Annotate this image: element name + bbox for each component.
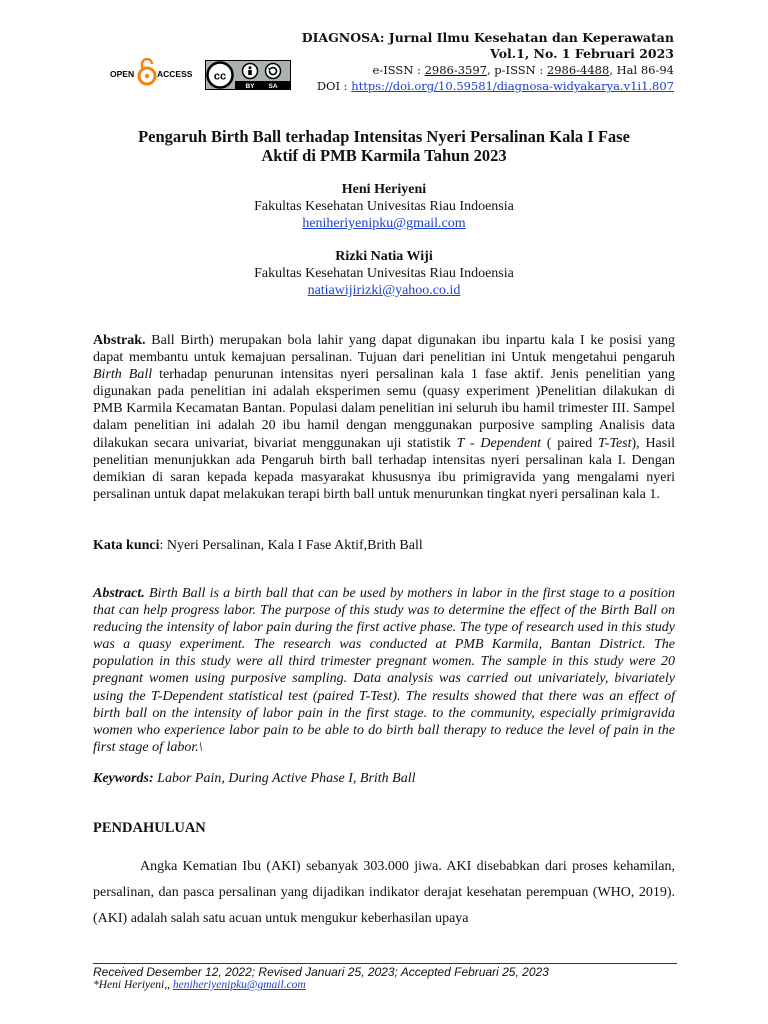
kata-kunci-label: Kata kunci (93, 538, 160, 553)
kata-kunci-text: : Nyeri Persalinan, Kala I Fase Aktif,Brith Ball (159, 538, 423, 553)
author-name: Heni Heriyeni (341, 182, 427, 197)
corresponding-email-link[interactable]: heniheriyenipku@gmail.com (172, 979, 306, 991)
page-range: , Hal 86-94 (609, 63, 674, 77)
title-line-2: Aktif di PMB Karmila Tahun 2023 (261, 146, 507, 165)
received-dates: Received Desember 12, 2022; Revised Januari 25, 2023; Accepted Februari 25, 2023 (93, 965, 549, 979)
abstrak-italic-3: T-Test (598, 435, 632, 451)
corresponding-author (93, 979, 306, 991)
abstrak-text-4: ), Hasil penelitian menunjukkan ada Pengaruh birth ball terhadap intensitas nyeri persalinan kala I. Dengan demikian di saran kepada kepada masyarakat khususnya ibu primigravida yang mengalami nyeri persalinan untuk dapat melakukan terapi birth ball untuk menurunkan tingkat nyeri persalinan kala 1. (93, 435, 676, 502)
abstrak-label: Abstrak. (93, 333, 146, 348)
issn-line (302, 62, 674, 78)
journal-volume: Vol.1, No. 1 Februari 2023 (490, 46, 674, 61)
cc-by-sa-badge (205, 60, 291, 90)
doi-line (302, 78, 674, 94)
cc-icon (208, 63, 233, 88)
footer-divider (93, 963, 677, 964)
doi-label: DOI : (316, 79, 352, 93)
abstrak-italic-1: Birth Ball (93, 367, 153, 383)
author-affiliation: Fakultas Kesehatan Univesitas Riau Indoensia (254, 199, 514, 214)
e-issn-link[interactable]: 2986-3597 (424, 63, 487, 77)
journal-header (302, 30, 674, 94)
cc-by-label: BY (245, 83, 255, 90)
open-access-left-text: OPEN (110, 69, 135, 79)
abstract-en-text: Birth Ball is a birth ball that can be used by mothers in labor in the first stage to a position that can help progress labor. The purpose of this study was to determine the effect of the Birth Ball on reducing the intensity of labor pain during the first active phase. The type of research used in this study was a quasy experiment. The research was conducted at PMB Karmila, Bantan District. The population in this study were all third trimester pregnant women. The sample in this study were 20 pregnant women using purposive sampling. Data analysis was carried out univariately, bivariately using the T-Dependent statistical test (paired T-Test). The results showed that there was an effect of birth ball on the intensity of labor pain in the first stage. to the community, especially primigravida women who experience labor pain to be able to do birth ball therapy to reduce the level of pain in the first stage of labor.\ (93, 586, 675, 755)
section-heading: PENDAHULUAN (93, 820, 206, 836)
journal-name: DIAGNOSA: Jurnal Ilmu Kesehatan dan Keperawatan (301, 30, 674, 45)
p-issn-link[interactable]: 2986-4488 (546, 63, 610, 77)
author-block-1 (90, 181, 678, 232)
section-body (93, 854, 675, 932)
title-line-1: Pengaruh Birth Ball terhadap Intensitas Nyeri Persalinan Kala I Fase (138, 127, 630, 146)
section-body-text: Angka Kematian Ibu (AKI) sebanyak 303.000 jiwa. AKI disebabkan dari proses kehamilan, persalinan, dan pasca persalinan yang dijadikan indikator derajat kesehatan perempuan (WHO, 2019). (AKI) adalah salah satu acuan untuk mengukur keberhasilan upaya (93, 859, 675, 926)
abstrak-paragraph (93, 332, 675, 503)
abstrak-text-3: ( paired (541, 435, 599, 451)
abstrak-italic-2: T - Dependent (456, 435, 542, 451)
abstract-en-label: Abstract. (93, 586, 145, 601)
abstrak-text-1: Ball Birth) merupakan bola lahir yang dapat digunakan ibu inpartu kala I ke posisi yang dapat membantu untuk kemajuan persalinan. Tujuan dari penelitian ini Untuk mengetahui pengaruh (93, 333, 675, 366)
paper-title (90, 127, 678, 165)
open-lock-icon (139, 59, 155, 84)
author-email-link[interactable]: heniheriyenipku@gmail.com (302, 216, 466, 231)
author-email-link[interactable]: natiawijirizki@yahoo.co.id (307, 283, 461, 298)
keywords-line (93, 770, 675, 787)
keywords-label: Keywords: (93, 771, 154, 786)
keywords-text: Labor Pain, During Active Phase I, Brith Ball (153, 771, 416, 786)
open-access-right-text: ACCESS (157, 69, 193, 79)
kata-kunci-line (93, 537, 675, 554)
issn-mid: , p-ISSN : (486, 63, 547, 77)
svg-text:cc: cc (213, 70, 227, 83)
abstract-en-paragraph (93, 585, 675, 756)
doi-link[interactable]: https://doi.org/10.59581/diagnosa-widyakarya.v1i1.807 (351, 79, 674, 93)
corresponding-author-name: *Heni Heriyeni,, (93, 979, 173, 991)
cc-sa-label: SA (268, 83, 278, 90)
issn-prefix: e-ISSN : (372, 63, 425, 77)
author-block-2 (90, 248, 678, 299)
share-alike-icon (266, 64, 281, 79)
by-person-icon (243, 64, 258, 79)
abstrak-text-2: terhadap penurunan intensitas nyeri persalinan kala 1 fase aktif. Jenis penelitian yang digunakan pada penelitian ini adalah eksperimen semu (quasy experiment )Penelitian dilakukan di PMB Karmila Kecamatan Bantan. Populasi dalam penelitian ini seluruh ibu hamil trimester III. Sampel dalam penelitian ini adalah 20 ibu hamil dengan menggunakan purposive sampling Analisis data dilakukan secara univariat, bivariat menggunakan uji statistik (93, 367, 675, 451)
author-name: Rizki Natia Wiji (335, 249, 433, 264)
author-affiliation: Fakultas Kesehatan Univesitas Riau Indoensia (254, 266, 514, 281)
open-access-logo (108, 58, 198, 88)
